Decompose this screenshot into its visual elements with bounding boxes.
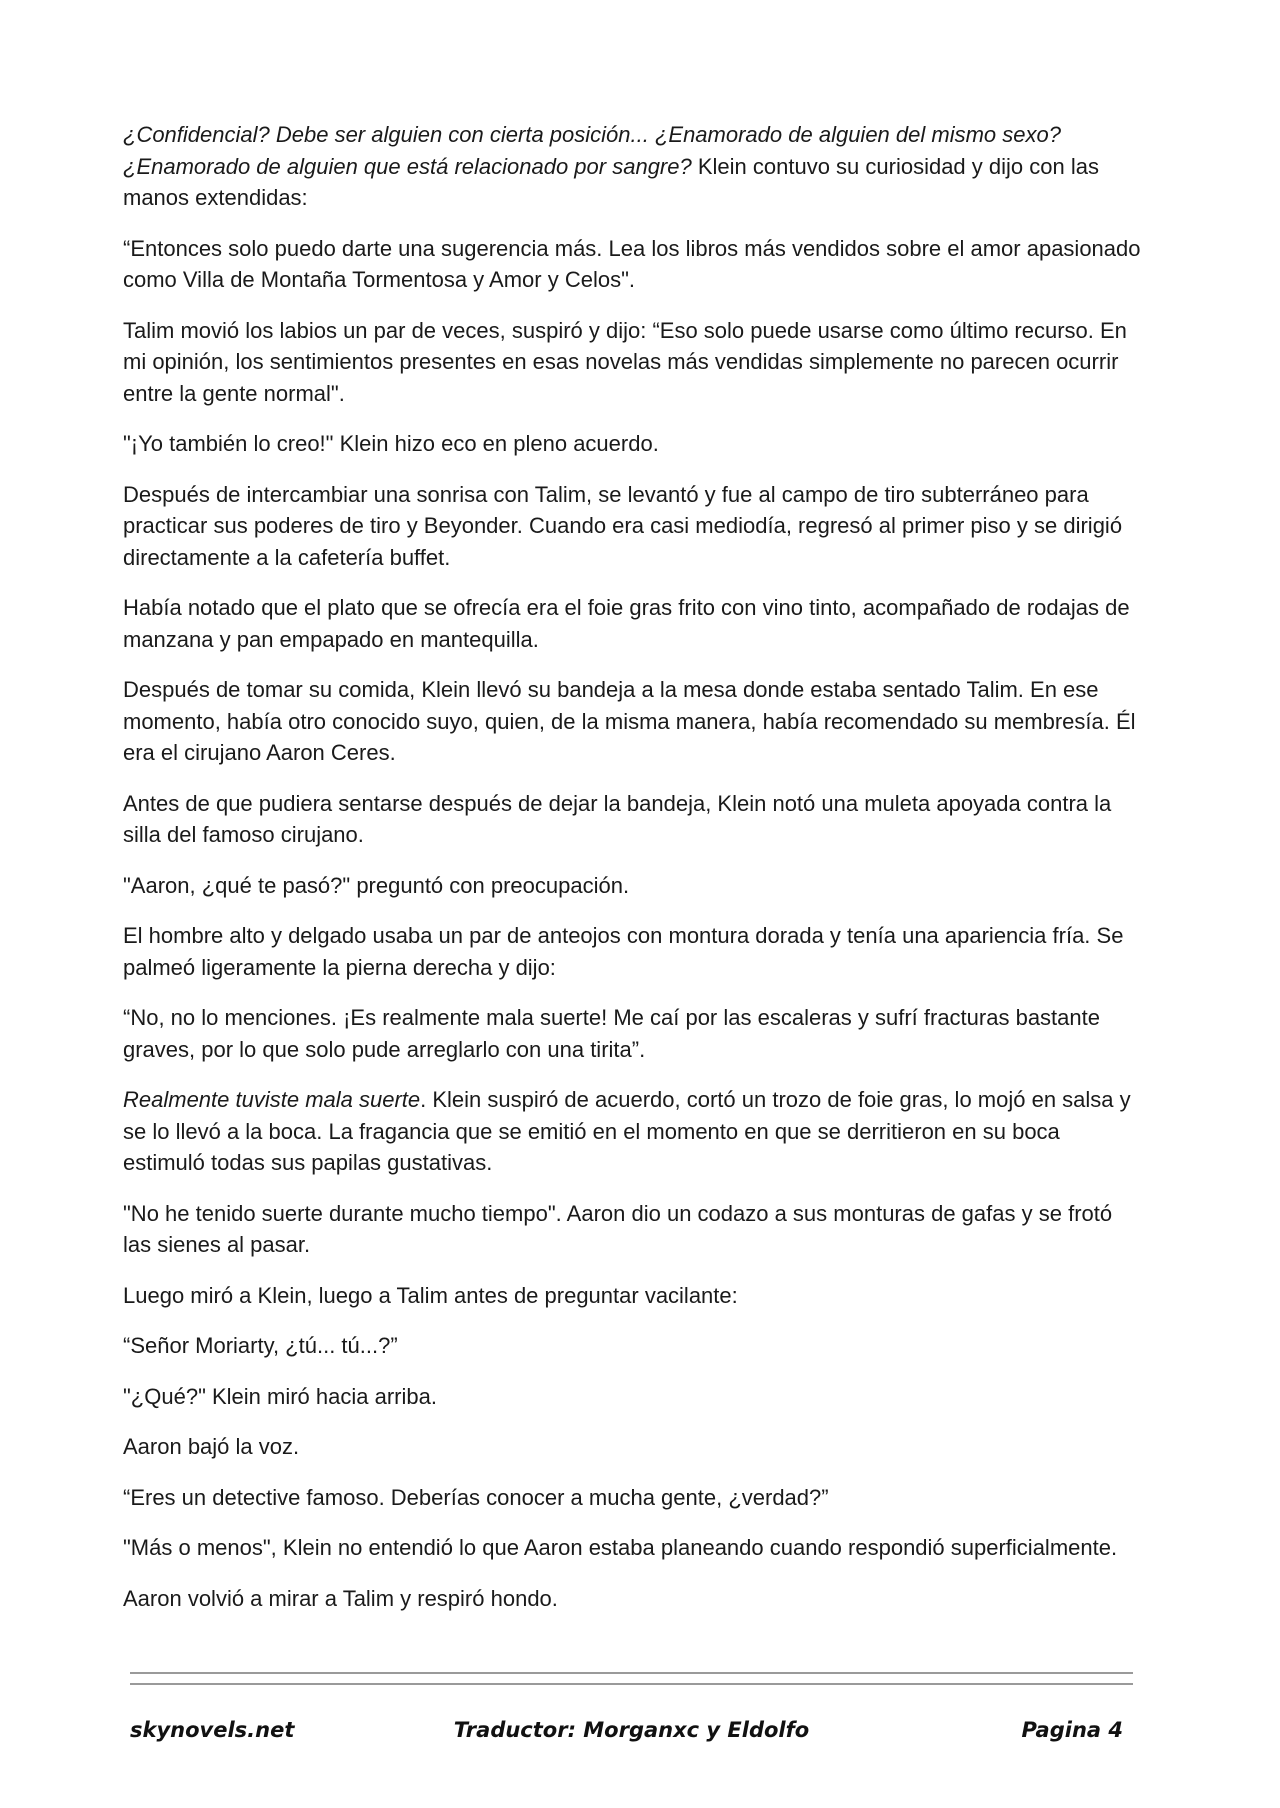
paragraph-text: Talim movió los labios un par de veces, suspiró y dijo: “Eso solo puede usarse como último recurso. En mi opinión, los sentimientos presentes en esas novelas más vendidas simplemente no parecen ocurrir entre la gente normal". xyxy=(123,317,1127,406)
document-body xyxy=(123,119,1143,1633)
paragraph-10 xyxy=(123,920,1143,983)
paragraph-text: El hombre alto y delgado usaba un par de anteojos con montura dorada y tenía una apariencia fría. Se palmeó ligeramente la pierna derecha y dijo: xyxy=(123,923,1124,980)
paragraph-text: "¿Qué?" Klein miró hacia arriba. xyxy=(123,1383,437,1409)
paragraph-text: Luego miró a Klein, luego a Talim antes de preguntar vacilante: xyxy=(123,1282,738,1308)
page-footer xyxy=(130,1718,1133,1752)
paragraph-text: “Eres un detective famoso. Deberías conocer a mucha gente, ¿verdad?” xyxy=(123,1484,829,1510)
paragraph-17 xyxy=(123,1431,1143,1463)
paragraph-12 xyxy=(123,1084,1143,1179)
paragraph-5 xyxy=(123,479,1143,574)
paragraph-text: "¡Yo también lo creo!" Klein hizo eco en pleno acuerdo. xyxy=(123,431,659,456)
paragraph-6 xyxy=(123,592,1143,655)
paragraph-text: "No he tenido suerte durante mucho tiempo". Aaron dio un codazo a sus monturas de gafas y se frotó las sienes al pasar. xyxy=(123,1200,1113,1257)
italic-thought: Realmente tuviste mala suerte xyxy=(123,1087,421,1112)
paragraph-2 xyxy=(123,233,1143,296)
paragraph-text: "Aaron, ¿qué te pasó?" preguntó con preocupación. xyxy=(123,872,630,898)
paragraph-text: . Klein suspiró de acuerdo, cortó un trozo de foie gras, lo mojó en salsa y se lo llevó a la boca. La fragancia que se emitió en el momento en que se derritieron en su boca estimuló todas sus papilas gustativas. xyxy=(123,1087,1131,1175)
paragraph-16 xyxy=(123,1381,1143,1413)
paragraph-19 xyxy=(123,1532,1143,1564)
paragraph-text: “No, no lo menciones. ¡Es realmente mala suerte! Me caí por las escaleras y sufrí fracturas bastante graves, por lo que solo pude arreglarlo con una tirita”. xyxy=(123,1005,1100,1062)
paragraph-text: Después de intercambiar una sonrisa con Talim, se levantó y fue al campo de tiro subterráneo para practicar sus poderes de tiro y Beyonder. Cuando era casi mediodía, regresó al primer piso y se dirigió directamente a la cafetería buffet. xyxy=(123,481,1123,570)
footer-rule-bottom xyxy=(130,1683,1133,1685)
paragraph-text: Había notado que el plato que se ofrecía era el foie gras frito con vino tinto, acompañado de rodajas de manzana y pan empapado en mantequilla. xyxy=(123,595,1130,652)
footer-page-number: Pagina 4 xyxy=(1021,1718,1123,1742)
paragraph-15 xyxy=(123,1330,1143,1362)
paragraph-text: Aaron bajó la voz. xyxy=(123,1434,300,1459)
paragraph-20 xyxy=(123,1583,1143,1615)
paragraph-text: “Entonces solo puedo darte una sugerencia más. Lea los libros más vendidos sobre el amor apasionado como Villa de Montaña Tormentosa y Amor y Celos". xyxy=(123,235,1141,292)
paragraph-1 xyxy=(123,119,1143,214)
paragraph-3 xyxy=(123,315,1143,410)
paragraph-4 xyxy=(123,428,1143,460)
paragraph-14 xyxy=(123,1280,1143,1312)
footer-divider xyxy=(130,1672,1133,1694)
paragraph-13 xyxy=(123,1198,1143,1261)
paragraph-text: Antes de que pudiera sentarse después de dejar la bandeja, Klein notó una muleta apoyada contra la silla del famoso cirujano. xyxy=(123,790,1112,847)
paragraph-18 xyxy=(123,1482,1143,1514)
footer-translator: Traductor: Morganxc y Eldolfo xyxy=(453,1718,810,1742)
footer-site: skynovels.net xyxy=(130,1718,295,1742)
paragraph-text: Aaron volvió a mirar a Talim y respiró hondo. xyxy=(123,1585,558,1611)
paragraph-text: Después de tomar su comida, Klein llevó su bandeja a la mesa donde estaba sentado Talim. En ese momento, había otro conocido suyo, quien, de la misma manera, había recomendado su membresía. Él era el cirujano Aaron Ceres. xyxy=(123,677,1136,765)
italic-thought: ¿Confidencial? Debe ser alguien con cierta posición... ¿Enamorado de alguien del mismo sexo? ¿Enamorado de alguien que está relacionado por sangre? xyxy=(123,122,1061,179)
paragraph-text: Klein contuvo su curiosidad y dijo con las manos extendidas: xyxy=(123,153,1099,210)
paragraph-text: "Más o menos", Klein no entendió lo que Aaron estaba planeando cuando respondió superficialmente. xyxy=(123,1535,1118,1560)
paragraph-text: “Señor Moriarty, ¿tú... tú...?” xyxy=(123,1333,398,1358)
paragraph-8 xyxy=(123,788,1143,851)
paragraph-7 xyxy=(123,674,1143,769)
footer-rule-top xyxy=(130,1672,1133,1674)
paragraph-9 xyxy=(123,870,1143,902)
paragraph-11 xyxy=(123,1002,1143,1065)
